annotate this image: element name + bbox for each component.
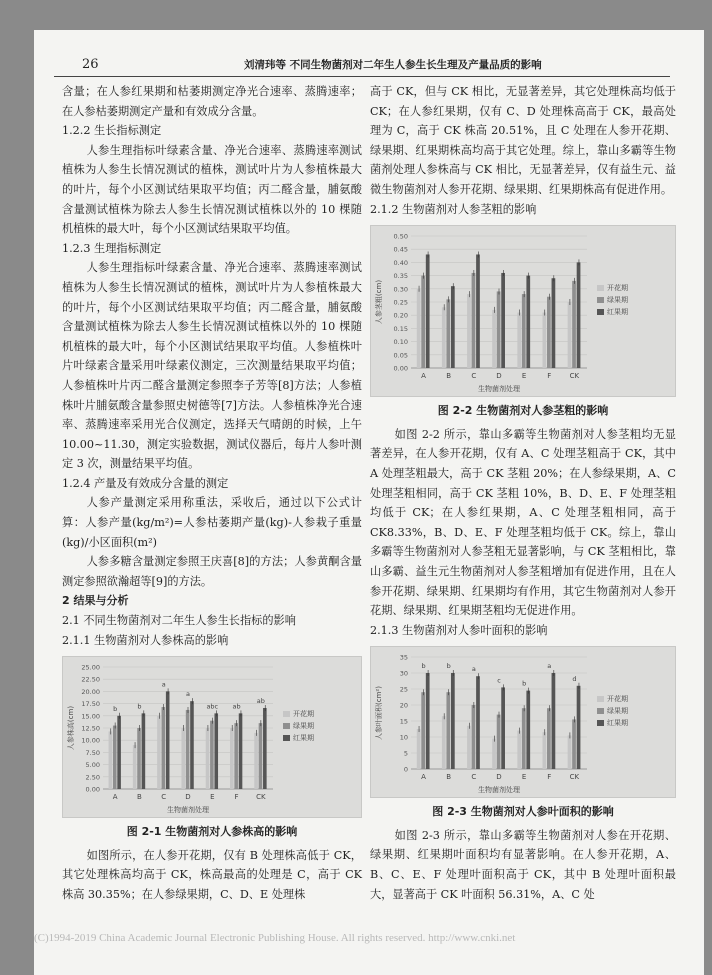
paragraph: 高于 CK，但与 CK 相比，无显著差异，其它处理株高均低于 CK；在人参红果期，仅有 C、D 处理株高高于 CK，最高处理为 C，高于 CK 株高 20.51%，且 C 处理在人参开花期、绿果期、红果期株高均高于其它处理。综上，靠山多霸等生物菌剂处理人参株高与 CK 相比，无显著差异，仅有益生元、益微生物菌剂对人参开花期、绿果期、红果期株高有促进作用。 xyxy=(370,85,676,196)
x-tick-label: C xyxy=(161,793,167,802)
bar xyxy=(542,732,546,769)
bar xyxy=(501,273,505,368)
x-tick-label: B xyxy=(137,793,142,802)
bar xyxy=(417,729,421,769)
significance-label: b xyxy=(446,662,451,671)
bar xyxy=(239,714,243,790)
y-tick-label: 20 xyxy=(399,701,408,710)
bar xyxy=(117,716,121,789)
section-heading: 1.2.3 生理指标测定 xyxy=(62,241,162,255)
y-tick-label: 15 xyxy=(399,717,408,726)
figure-caption: 图 2-1 生物菌剂对人参株高的影响 xyxy=(126,825,298,839)
page-number: 26 xyxy=(82,57,99,72)
bar xyxy=(492,739,496,769)
x-tick-label: C xyxy=(471,372,477,381)
legend-swatch xyxy=(597,720,604,726)
bar xyxy=(421,692,425,769)
y-tick-label: 17.50 xyxy=(81,700,100,709)
significance-label: a xyxy=(186,690,190,699)
legend-swatch xyxy=(597,708,604,714)
significance-label: d xyxy=(572,675,577,684)
bar xyxy=(451,286,455,368)
bar xyxy=(210,721,214,789)
bar xyxy=(263,708,267,789)
y-tick-label: 7.50 xyxy=(85,749,100,758)
paragraph: 含量；在人参红果期和枯萎期测定净光合速率、蒸腾速率；在人参枯萎期测定产量和有效成分含量。 xyxy=(62,85,362,118)
bar xyxy=(522,294,526,368)
y-tick-label: 5 xyxy=(403,749,408,758)
bar xyxy=(137,728,141,789)
legend-swatch xyxy=(597,309,604,315)
legend-label: 绿果期 xyxy=(607,296,628,305)
bar xyxy=(492,310,496,368)
y-tick-label: 10 xyxy=(399,733,408,742)
figure-2-1 xyxy=(62,656,362,818)
y-tick-label: 25 xyxy=(399,685,408,694)
y-tick-label: 35 xyxy=(399,653,408,662)
legend-swatch xyxy=(597,696,604,702)
running-title: 刘清玮等 不同生物菌剂对二年生人参生长生理及产量品质的影响 xyxy=(244,59,542,71)
legend-label: 绿果期 xyxy=(607,707,628,716)
bar xyxy=(426,673,430,769)
bar xyxy=(162,707,166,789)
bar xyxy=(501,688,505,770)
y-tick-label: 12.50 xyxy=(81,724,100,733)
bar xyxy=(542,313,546,368)
y-tick-label: 22.50 xyxy=(81,675,100,684)
legend-label: 红果期 xyxy=(293,734,314,743)
bar xyxy=(417,289,421,368)
bar xyxy=(442,716,446,769)
x-tick-label: A xyxy=(112,793,118,802)
y-tick-label: 0.05 xyxy=(393,351,408,360)
legend-swatch xyxy=(283,735,290,741)
bar xyxy=(166,692,170,790)
significance-label: a xyxy=(471,665,476,674)
legend-label: 开花期 xyxy=(607,695,628,704)
legend-label: 绿果期 xyxy=(293,722,314,731)
right-column xyxy=(370,82,676,904)
significance-label: ab xyxy=(256,697,265,706)
paragraph: 人参生理指标叶绿素含量、净光合速率、蒸腾速率测试植株为人参生长情况测试的植株，测试叶片为人参植株最大的叶片，每个小区测试结果取平均值；丙二醛含量，脯氨酸含量测试植株为除去人参生长情况测试植株以外的 10 棵随机植株的最大叶，每个小区测试结果取平均值。 xyxy=(62,143,362,236)
significance-label: ab xyxy=(232,702,241,711)
x-tick-label: E xyxy=(210,793,215,802)
bar xyxy=(467,294,471,368)
bar xyxy=(497,292,501,369)
x-tick-label: D xyxy=(496,372,502,381)
bar xyxy=(577,263,581,369)
y-axis-label: 人参叶面积(cm²) xyxy=(375,686,383,741)
bar xyxy=(577,686,581,769)
section-heading: 2.1.3 生物菌剂对人参叶面积的影响 xyxy=(370,623,548,637)
bar xyxy=(568,302,572,368)
bar xyxy=(190,701,194,789)
figure-2-2 xyxy=(370,225,676,397)
legend-label: 红果期 xyxy=(607,308,628,317)
bar xyxy=(206,728,210,789)
legend-swatch xyxy=(597,285,604,291)
legend-swatch xyxy=(283,711,290,717)
paragraph: 人参产量测定采用称重法，采收后，通过以下公式计算：人参产量(kg/m²)=人参枯萎期产量(kg)-人参栽子重量(kg)/小区面积(m²) xyxy=(62,496,362,549)
leaf-area-chart xyxy=(371,647,675,797)
paragraph: 如图 2-2 所示，靠山多霸等生物菌剂对人参茎粗均无显著差异，在人参开花期，仅有 A、C 处理茎粗高于 CK，其中 A 处理茎粗最大，高于 CK 茎粗 20%；在人参绿果期，A、C 处理茎粗相同，高于 CK 茎粗 10%，B、D、E、F 处理茎粗均低于 CK；在人参红果期，A、C 处理茎粗相同，高于 CK8.33%，B、D、E、F 处理茎粗均低于 CK。综上，靠山多霸等生物菌剂对人参茎粗无显著影响，与 CK 茎粗相比，靠山多霸、益生元生物菌剂对人参茎粗增加有促进作用，且在人参开花期、绿果期、红果期均有作用，其它生物菌剂对人参开花期、绿果期、红果期茎粗均无促进作用。 xyxy=(370,427,676,618)
legend-label: 开花期 xyxy=(607,284,628,293)
bar xyxy=(467,726,471,769)
y-tick-label: 0.00 xyxy=(393,364,408,373)
section-heading: 1.2.4 产量及有效成分含量的测定 xyxy=(62,476,229,490)
bar xyxy=(547,708,551,769)
y-tick-label: 10.00 xyxy=(81,736,100,745)
x-tick-label: CK xyxy=(256,793,266,802)
bar xyxy=(451,673,455,769)
bar xyxy=(230,728,234,789)
x-axis-label: 生物菌剂处理 xyxy=(478,385,520,394)
bar xyxy=(142,714,146,790)
section-heading: 2.1.1 生物菌剂对人参株高的影响 xyxy=(62,633,229,647)
y-tick-label: 0.35 xyxy=(393,272,408,281)
bar xyxy=(472,273,476,368)
y-tick-label: 0.50 xyxy=(393,232,408,241)
y-tick-label: 0.25 xyxy=(393,298,408,307)
paragraph: 人参生理指标叶绿素含量、净光合速率、蒸腾速率测试植株为人参生长情况测试的植株，测试叶片为人参植株最大的叶片，每个小区测试结果取平均值；丙二醛含量，脯氨酸含量测试植株为除去人参生长情况测试植株以外的 10 棵随机植株的最大叶，每个小区测试结果取平均值。人参植株叶片叶绿素含量采用叶绿素仪测定，三次测量结果取平均值；人参植株叶片丙二醛含量测定参照李子芳等[8]方法；人参植株叶片脯氨酸含量参照史树德等[7]方法。人参植株净光合速率、蒸腾速率采用光合仪测定，选择天气晴朗的时候，上午 10.00~11.30，测定实验数据，测试仪器后，每片人参叶测定 3 次，测量结果平均值。 xyxy=(62,261,362,471)
bar xyxy=(572,281,576,368)
paper-page xyxy=(34,30,704,975)
bar xyxy=(497,715,501,769)
x-tick-label: F xyxy=(234,793,239,802)
figure-caption: 图 2-3 生物菌剂对人参叶面积的影响 xyxy=(432,805,614,819)
significance-label: a xyxy=(161,680,166,689)
running-header xyxy=(54,54,670,77)
y-tick-label: 20.00 xyxy=(81,688,100,697)
bar xyxy=(113,726,117,789)
section-heading: 2 结果与分析 xyxy=(62,594,129,608)
stem-diameter-chart xyxy=(371,226,675,396)
significance-label: b xyxy=(113,705,118,714)
bar xyxy=(109,732,113,790)
legend-swatch xyxy=(597,297,604,303)
bar xyxy=(572,720,576,770)
y-tick-label: 0.00 xyxy=(85,785,100,794)
y-axis-label: 人参茎粗(cm) xyxy=(375,280,383,325)
x-tick-label: CK xyxy=(569,773,580,782)
y-tick-label: 15.00 xyxy=(81,712,100,721)
bar xyxy=(526,276,530,368)
bar xyxy=(214,714,218,790)
x-tick-label: F xyxy=(547,372,552,381)
x-tick-label: E xyxy=(521,773,527,782)
significance-label: b xyxy=(137,702,142,711)
x-tick-label: B xyxy=(446,773,452,782)
bar xyxy=(472,705,476,769)
y-tick-label: 0.10 xyxy=(393,338,408,347)
paragraph: 如图 2-3 所示，靠山多霸等生物菌剂对人参在开花期、绿果期、红果期叶面积均有显著影响。在人参开花期，A、B、C、E、F 处理叶面积高于 CK，其中 B 处理叶面积最大，显著高于 CK 叶面积 56.31%，A、C 处 xyxy=(370,828,676,901)
bar xyxy=(522,708,526,769)
y-tick-label: 0.15 xyxy=(393,325,408,334)
bar xyxy=(234,723,238,789)
bar xyxy=(517,731,521,769)
figure-caption: 图 2-2 生物菌剂对人参茎粗的影响 xyxy=(437,404,609,418)
paragraph: 如图所示，在人参开花期，仅有 B 处理株高低于 CK，其它处理株高均高于 CK，株高最高的处理是 C，高于 CK 株高 30.35%；在人参绿果期，C、D、E 处理株 xyxy=(62,848,362,901)
legend-label: 红果期 xyxy=(607,719,628,728)
x-axis-label: 生物菌剂处理 xyxy=(478,786,520,795)
plant-height-chart xyxy=(63,657,361,817)
figure-2-3 xyxy=(370,646,676,798)
bar xyxy=(133,745,137,789)
bar xyxy=(442,307,446,368)
significance-label: abc xyxy=(206,702,219,711)
x-tick-label: D xyxy=(185,793,191,802)
x-tick-label: D xyxy=(496,773,502,782)
section-heading: 1.2.2 生长指标测定 xyxy=(62,124,162,138)
bar xyxy=(547,297,551,368)
bar xyxy=(446,692,450,769)
legend-swatch xyxy=(283,723,290,729)
y-tick-label: 25.00 xyxy=(81,663,100,672)
bar xyxy=(476,255,480,369)
significance-label: c xyxy=(497,676,501,685)
x-tick-label: A xyxy=(421,773,426,782)
bar xyxy=(552,278,556,368)
y-tick-label: 0.40 xyxy=(393,259,408,268)
y-tick-label: 5.00 xyxy=(85,761,100,770)
significance-label: b xyxy=(421,662,426,671)
bar xyxy=(426,255,430,369)
bar xyxy=(186,710,190,789)
y-tick-label: 0 xyxy=(403,765,408,774)
y-tick-label: 30 xyxy=(399,669,408,678)
x-tick-label: C xyxy=(471,773,477,782)
paragraph: 人参多糖含量测定参照王庆喜[8]的方法；人参黄酮含量测定参照欲瀚超等[9]的方法。 xyxy=(62,555,362,588)
y-tick-label: 2.50 xyxy=(85,773,100,782)
y-tick-label: 0.45 xyxy=(393,245,408,254)
y-tick-label: 0.20 xyxy=(393,311,408,320)
bar xyxy=(476,676,480,769)
bar xyxy=(181,728,185,789)
x-axis-label: 生物菌剂处理 xyxy=(167,806,209,815)
bar xyxy=(526,691,530,769)
bar xyxy=(421,276,425,368)
significance-label: a xyxy=(547,662,552,671)
y-axis-label: 人参株高(cm) xyxy=(67,706,75,751)
x-tick-label: B xyxy=(446,372,452,381)
copyright-footer: (C)1994-2019 China Academic Journal Electronic Publishing House. All rights reserved. http://www.cnki.net xyxy=(34,932,516,944)
bar xyxy=(568,736,572,770)
section-heading: 2.1 不同生物菌剂对二年生人参生长指标的影响 xyxy=(62,614,296,628)
x-tick-label: E xyxy=(521,372,527,381)
bar xyxy=(517,313,521,368)
significance-label: b xyxy=(522,679,527,688)
x-tick-label: CK xyxy=(569,372,580,381)
y-tick-label: 0.30 xyxy=(393,285,408,294)
left-column xyxy=(62,82,362,905)
x-tick-label: A xyxy=(421,372,426,381)
legend-label: 开花期 xyxy=(293,710,314,719)
bar xyxy=(259,723,263,789)
x-tick-label: F xyxy=(547,773,552,782)
bar xyxy=(446,300,450,369)
section-heading: 2.1.2 生物菌剂对人参茎粗的影响 xyxy=(370,202,537,216)
bar xyxy=(157,716,161,789)
bar xyxy=(254,733,258,789)
bar xyxy=(552,673,556,769)
